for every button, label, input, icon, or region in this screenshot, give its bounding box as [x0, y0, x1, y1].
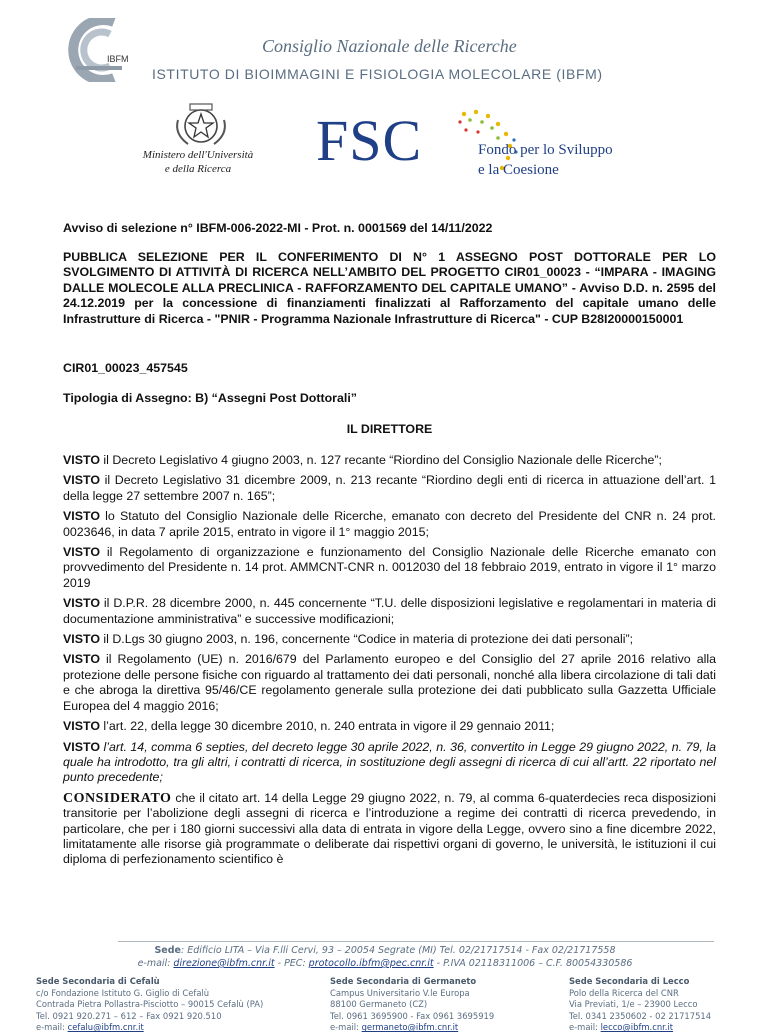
recital-text: l’art. 14, comma 6 septies, del decreto legge 30 aprile 2022, n. 36, convertito in Legge 29 giugno 2022, n. 79, la quale ha introdotto, tra gli altri, i contratti di ricerca, in sostituzione degli assegni di ricerca di cui all’artt. 22 riportato nel punto precedente; — [63, 739, 716, 785]
footer-branch-cefalu — [36, 976, 286, 1034]
recital-text: l’art. 22, della legge 30 dicembre 2010, n. 240 entrata in vigore il 29 gennaio 2011; — [99, 719, 555, 734]
branch-line: 88100 Germaneto (CZ) — [330, 999, 428, 1010]
footer-pec-label: - PEC: — [274, 958, 309, 969]
recital-paragraph — [63, 509, 716, 540]
recital-lead: VISTO — [63, 719, 100, 734]
italian-emblem-icon — [170, 100, 232, 150]
recital-lead: VISTO — [63, 545, 100, 560]
recital-paragraph — [63, 719, 716, 734]
director-heading: IL DIRETTORE — [346, 422, 433, 436]
branch-email-link[interactable]: lecco@ibfm.cnr.it — [600, 1022, 674, 1033]
fsc-line1: Fondo per lo Sviluppo — [478, 142, 613, 158]
institute-name: ISTITUTO DI BIOIMMAGINI E FISIOLOGIA MOLECOLARE (IBFM) — [152, 66, 603, 82]
footer-sede-text: : Edificio LITA – Via F.lli Cervi, 93 – 20054 Segrate (MI) Tel. 02/21717514 - Fax 02/21717558 — [181, 945, 616, 956]
recital-lead: VISTO — [63, 652, 100, 667]
recital-paragraph — [63, 545, 716, 591]
branch-email-label: e-mail: — [569, 1022, 601, 1033]
recital-lead: VISTO — [63, 509, 100, 524]
recital-paragraph — [63, 652, 716, 714]
footer-sede-label: Sede — [154, 945, 181, 956]
branch-email-link[interactable]: germaneto@ibfm.cnr.it — [361, 1022, 459, 1033]
considerato-text: che il citato art. 14 della Legge 29 giugno 2022, n. 79, al comma 6-quaterdecies reca disposizioni transitorie per l’abolizione degli assegni di ricerca e l’introduzione a regime dei contratti di ricerca prevedendo, in particolare, che per i 180 giorni successivi alla data di entrata in vigore della Legge, ovvero sino a fine dicembre 2022, limitatamente alle risorse già programmate o deliberate dai rispettivi organi di governo, le università, le istituzioni il cui diploma di perfezionamento scientifico è — [63, 790, 716, 867]
recital-paragraph — [63, 473, 716, 504]
recital-lead: VISTO — [63, 473, 100, 488]
branch-line: Tel. 0341 2350602 - 02 21717514 — [569, 1010, 712, 1021]
logo-text: IBFM — [107, 54, 129, 64]
branch-line: Tel. 0961 3695900 - Fax 0961 3695919 — [330, 1010, 495, 1021]
branch-line: Tel. 0921 920.271 – 612 – Fax 0921 920.510 — [36, 1010, 222, 1021]
branch-line: Campus Universitario V.le Europa — [330, 987, 470, 998]
footer-pec-link[interactable]: protocollo.ibfm@pec.cnr.it — [308, 958, 434, 969]
footer-main — [0, 944, 770, 970]
considerato-lead: CONSIDERATO — [63, 790, 172, 806]
branch-email-label: e-mail: — [330, 1022, 362, 1033]
recital-text: lo Statuto del Consiglio Nazionale delle Ricerche, emanato con decreto del Presidente del CNR n. 24 prot. 0023646, in data 7 aprile 2015, entrato in vigore il 1° maggio 2015; — [63, 509, 716, 539]
cnr-logo — [52, 18, 148, 82]
footer-email-label: e-mail: — [137, 958, 174, 969]
footer-email-link[interactable]: direzione@ibfm.cnr.it — [173, 958, 275, 969]
selection-title: PUBBLICA SELEZIONE PER IL CONFERIMENTO DI N° 1 ASSEGNO POST DOTTORALE PER LO SVOLGIMENTO DI ATTIVITÀ DI RICERCA NELL’AMBITO DEL PROGETTO CIR01_00023 - “IMPARA - IMAGING DALLE MOLECOLE ALLA PRECLINICA - RAFFORZAMENTO DEL CAPITALE UMANO” - Avviso D.D. n. 2595 del 24.12.2019 per la concessione di finanziamenti finalizzati al Rafforzamento del capitale umano delle Infrastrutture di Ricerca - "PNIR - Programma Nazionale Infrastrutture di Ricerca" - CUP B28I20000150001 — [63, 250, 716, 326]
recital-text: il D.P.R. 28 dicembre 2000, n. 445 concernente “T.U. delle disposizioni legislative e regolamentari in materia di documentazione amministrativa” e successive modificazioni; — [63, 596, 716, 626]
recitals — [63, 453, 716, 873]
branch-title: Sede Secondaria di Lecco — [569, 976, 690, 986]
ministry-label — [118, 148, 278, 176]
institution-name: Consiglio Nazionale delle Ricerche — [262, 36, 517, 56]
recital-paragraph — [63, 596, 716, 627]
recital-text: il Decreto Legislativo 31 dicembre 2009, n. 213 recante “Riordino degli enti di ricerca in attuazione dell’art. 1 della legge 27 settembre 2007 n. 165”; — [63, 473, 716, 503]
ministry-line2: e della Ricerca — [164, 163, 232, 175]
ministry-line1: Ministero dell'Università — [142, 149, 254, 161]
fsc-fund-label — [478, 140, 613, 180]
recital-paragraph — [63, 453, 716, 468]
recital-text: il D.Lgs 30 giugno 2003, n. 196, concernente “Codice in materia di protezione dei dati personali”; — [99, 632, 634, 647]
recital-paragraph — [63, 740, 716, 786]
branch-line: Contrada Pietra Pollastra-Pisciotto – 90015 Cefalù (PA) — [36, 999, 264, 1010]
recital-lead: VISTO — [63, 596, 100, 611]
branch-title: Sede Secondaria di Germaneto — [330, 976, 477, 986]
branch-line: Via Previati, 1/e – 23900 Lecco — [569, 999, 698, 1010]
recital-lead: VISTO — [63, 739, 100, 754]
recital-lead: VISTO — [63, 632, 100, 647]
fsc-line2: e la Coesione — [478, 162, 559, 178]
footer-piva: - P.IVA 02118311006 – C.F. 80054330586 — [433, 958, 633, 969]
footer-divider — [118, 941, 714, 942]
recital-text: il Regolamento di organizzazione e funzionamento del Consiglio Nazionale delle Ricerche emanato con provvedimento del Presidente n. 14 prot. AMMCNT-CNR n. 0012030 del 18 febbraio 2019, entrato in vigore il 1° marzo 2019 — [63, 545, 716, 590]
branch-line: Polo della Ricerca del CNR — [569, 987, 679, 998]
branch-email-label: e-mail: — [36, 1022, 68, 1033]
recital-lead: VISTO — [63, 453, 100, 467]
considerato-paragraph — [63, 791, 716, 868]
footer-branch-germaneto — [330, 976, 550, 1034]
project-code: CIR01_00023_457545 — [63, 361, 188, 375]
branch-email-link[interactable]: cefalu@ibfm.cnr.it — [67, 1022, 144, 1033]
fsc-logo: FSC — [316, 108, 423, 173]
recital-text: il Decreto Legislativo 4 giugno 2003, n. 127 recante “Riordino del Consiglio Nazionale delle Ricerche”; — [99, 453, 663, 467]
recital-text: il Regolamento (UE) n. 2016/679 del Parlamento europeo e del Consiglio del 27 aprile 2016 relativo alla protezione delle persone fisiche con riguardo al trattamento dei dati personali, nonché alla libera circolazione di tali dati e che abroga la direttiva 95/46/CE regolamento generale sulla protezione dei dati pubblicato sulla Gazzetta Ufficiale Europea del 4 maggio 2016; — [63, 652, 716, 713]
branch-line: c/o Fondazione Istituto G. Giglio di Cefalù — [36, 987, 210, 998]
notice-reference: Avviso di selezione n° IBFM-006-2022-MI - Prot. n. 0001569 del 14/11/2022 — [63, 221, 493, 235]
grant-type: Tipologia di Assegno: B) “Assegni Post Dottorali” — [63, 391, 357, 405]
footer-branch-lecco — [569, 976, 759, 1034]
recital-paragraph — [63, 632, 716, 647]
branch-title: Sede Secondaria di Cefalù — [36, 976, 160, 986]
